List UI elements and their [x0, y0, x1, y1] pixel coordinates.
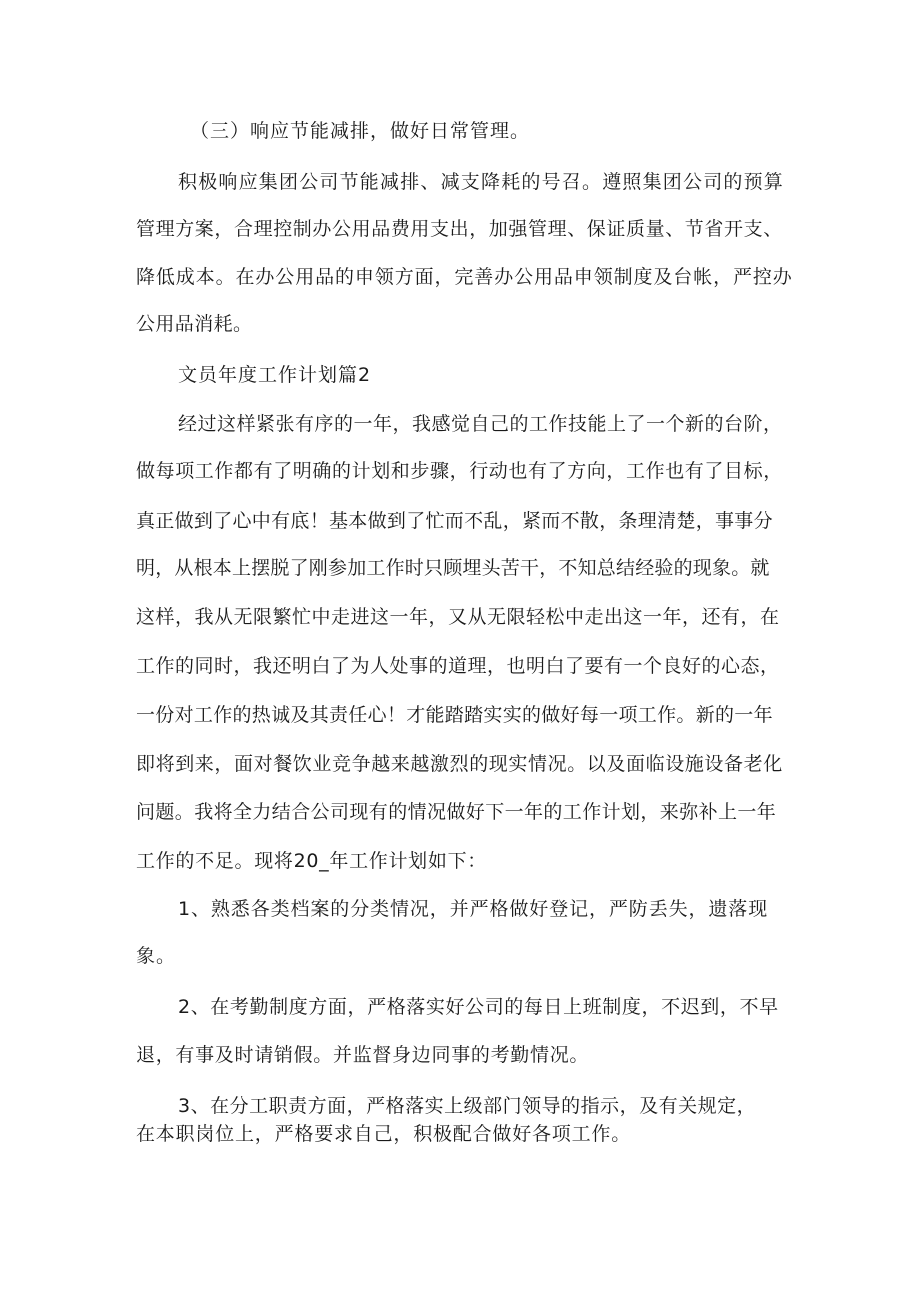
paragraph-line: 经过这样紧张有序的一年，我感觉自己的工作技能上了一个新的台阶， — [178, 413, 783, 435]
list-item-line: 2、在考勤制度方面，严格落实好公司的每日上班制度，不迟到，不早 — [178, 996, 779, 1018]
section-heading: （三）响应节能减排，做好日常管理。 — [190, 120, 531, 142]
list-item-line: 3、在分工职责方面，严格落实上级部门领导的指示，及有关规定， — [178, 1095, 757, 1117]
paragraph-line: 公用品消耗。 — [136, 313, 253, 335]
list-item-line: 1、熟悉各类档案的分类情况，并严格做好登记，严防丢失，遗落现 — [178, 898, 769, 920]
article-title: 文员年度工作计划篇2 — [178, 364, 372, 386]
paragraph-line: 管理方案，合理控制办公用品费用支出，加强管理、保证质量、节省开支、 — [136, 218, 783, 240]
paragraph-line: 工作的同时，我还明白了为人处事的道理，也明白了要有一个良好的心态， — [136, 655, 780, 677]
list-item-line: 象。 — [136, 945, 177, 967]
paragraph-line: 明，从根本上摆脱了刚参加工作时只顾埋头苦干，不知总结经验的现象。就 — [136, 557, 770, 579]
paragraph-line: 做每项工作都有了明确的计划和步骤，行动也有了方向，工作也有了目标， — [136, 460, 783, 482]
paragraph-line: 真正做到了心中有底！基本做到了忙而不乱，紧而不散，条理清楚，事事分 — [136, 510, 773, 532]
list-item-line: 退，有事及时请销假。并监督身边同事的考勤情况。 — [136, 1044, 590, 1066]
list-item-line: 在本职岗位上，严格要求自己，积极配合做好各项工作。 — [136, 1123, 632, 1145]
paragraph-line: 工作的不足。现将20_年工作计划如下： — [136, 850, 487, 872]
paragraph-line: 降低成本。在办公用品的申领方面，完善办公用品申领制度及台帐，严控办 — [136, 266, 793, 288]
paragraph-line: 即将到来，面对餐饮业竞争越来越激烈的现实情况。以及面临设施设备老化 — [136, 753, 783, 775]
paragraph-line: 积极响应集团公司节能减排、减支降耗的号召。遵照集团公司的预算 — [178, 171, 785, 193]
paragraph-line: 问题。我将全力结合公司现有的情况做好下一年的工作计划，来弥补上一年 — [136, 801, 777, 823]
paragraph-line: 一份对工作的热诚及其责任心！才能踏踏实实的做好每一项工作。新的一年 — [136, 704, 773, 726]
paragraph-line: 这样，我从无限繁忙中走进这一年，又从无限轻松中走出这一年，还有，在 — [136, 606, 780, 628]
